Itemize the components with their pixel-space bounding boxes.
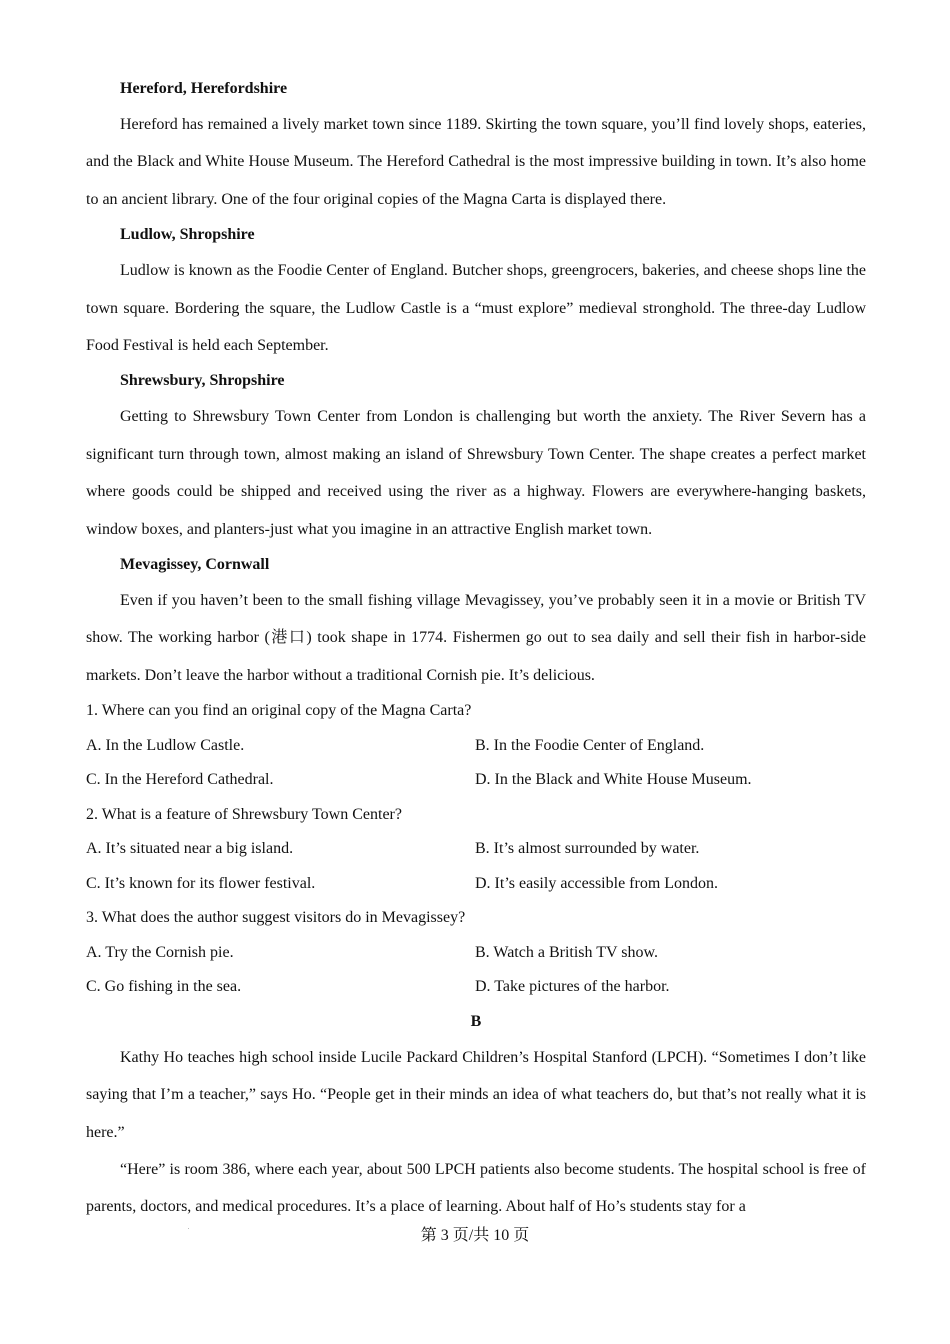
option-b: B. Watch a British TV show. bbox=[475, 943, 659, 961]
page-number-footer: 第 3 页/共 10 页 bbox=[420, 1227, 530, 1244]
section-b-paragraph-2: “Here” is room 386, where each year, about 500 LPCH patients also become students. The hospital school is free of parents, doctors, and medical procedures. It’s a place of learning. About half of Ho’s students stay for a bbox=[86, 1161, 866, 1216]
passage-section-shrewsbury bbox=[86, 364, 866, 548]
option-b: B. It’s almost surrounded by water. bbox=[475, 840, 700, 858]
option-d: D. It’s easily accessible from London. bbox=[475, 874, 719, 892]
options-row bbox=[86, 729, 866, 764]
options-row bbox=[86, 832, 866, 867]
option-a: A. In the Ludlow Castle. bbox=[86, 736, 245, 754]
options-row bbox=[86, 867, 866, 902]
section-b-label: B bbox=[470, 1012, 482, 1030]
section-body: Even if you haven’t been to the small fishing village Mevagissey, you’ve probably seen it in a movie or British TV show. The working harbor (港口) took shape in 1774. Fishermen go out to sea daily and sell their fish in harbor-side markets. Don’t leave the harbor without a traditional Cornish pie. It’s delicious. bbox=[86, 592, 866, 684]
option-c: C. In the Hereford Cathedral. bbox=[86, 771, 274, 789]
question-text: 3. What does the author suggest visitors do in Mevagissey? bbox=[86, 909, 466, 927]
section-body: Hereford has remained a lively market town since 1189. Skirting the town square, you’ll find lovely shops, eateries, and the Black and White House Museum. The Hereford Cathedral is the most impressive building in town. It’s also home to an ancient library. One of the four original copies of the Magna Carta is displayed there. bbox=[86, 116, 866, 208]
passage-section-ludlow bbox=[86, 218, 866, 364]
section-body: Ludlow is known as the Foodie Center of England. Butcher shops, greengrocers, bakeries, and cheese shops line the town square. Bordering the square, the Ludlow Castle is a “must explore” medieval stronghold. The three-day Ludlow Food Festival is held each September. bbox=[86, 262, 866, 355]
question-3 bbox=[86, 901, 866, 1005]
option-d: D. In the Black and White House Museum. bbox=[475, 771, 752, 789]
passage-section-hereford bbox=[86, 72, 866, 218]
section-b-paragraph-1: Kathy Ho teaches high school inside Lucile Packard Children’s Hospital Stanford (LPCH). “Sometimes I don’t like saying that I’m a teacher,” says Ho. “People get in their minds an idea of what teachers do, but that’s not really what it is here.” bbox=[86, 1048, 866, 1141]
passage-section-mevagissey bbox=[86, 548, 866, 694]
option-a: A. It’s situated near a big island. bbox=[86, 840, 294, 858]
options-row bbox=[86, 970, 866, 1005]
section-heading: Ludlow, Shropshire bbox=[120, 226, 255, 244]
option-c: C. Go fishing in the sea. bbox=[86, 978, 242, 996]
option-c: C. It’s known for its flower festival. bbox=[86, 874, 316, 892]
option-b: B. In the Foodie Center of England. bbox=[475, 736, 705, 754]
document-page bbox=[86, 72, 866, 1226]
option-d: D. Take pictures of the harbor. bbox=[475, 978, 670, 996]
question-text: 1. Where can you find an original copy of the Magna Carta? bbox=[86, 702, 472, 720]
options-row bbox=[86, 936, 866, 971]
section-heading: Shrewsbury, Shropshire bbox=[120, 372, 285, 390]
option-a: A. Try the Cornish pie. bbox=[86, 943, 234, 961]
question-2 bbox=[86, 798, 866, 902]
question-1 bbox=[86, 694, 866, 798]
options-row bbox=[86, 763, 866, 798]
section-body: Getting to Shrewsbury Town Center from London is challenging but worth the anxiety. The River Severn has a significant turn through town, almost making an island of Shrewsbury Town Center. The shape creates a perfect market where goods could be shipped and received using the river as a highway. Flowers are everywhere-hanging baskets, window boxes, and planters-just what you imagine in an attractive English market town. bbox=[86, 408, 866, 538]
section-heading: Mevagissey, Cornwall bbox=[120, 556, 270, 574]
question-text: 2. What is a feature of Shrewsbury Town Center? bbox=[86, 805, 402, 823]
section-heading: Hereford, Herefordshire bbox=[120, 80, 288, 97]
